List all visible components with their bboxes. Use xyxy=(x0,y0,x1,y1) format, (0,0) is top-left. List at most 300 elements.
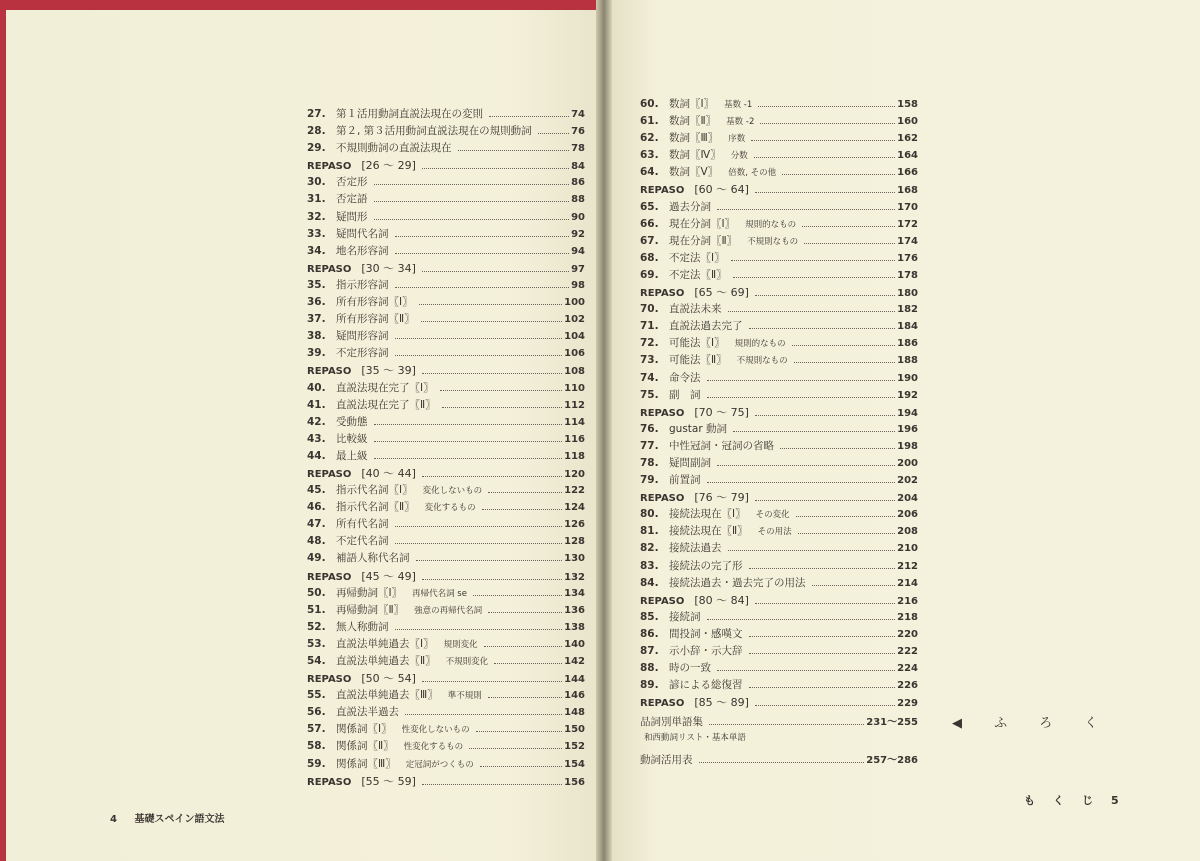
lesson-number: 38. xyxy=(307,330,326,343)
page-number: 162 xyxy=(897,133,918,145)
review-entry xyxy=(307,157,585,174)
toc-entry xyxy=(640,438,918,455)
lesson-number: 60. xyxy=(640,98,659,110)
page-number: 112 xyxy=(564,399,585,411)
leader-dots xyxy=(755,295,895,296)
toc-entry xyxy=(640,352,918,369)
page-number: 136 xyxy=(564,604,585,616)
leader-dots xyxy=(755,705,895,706)
lesson-subtitle: 不規則なもの xyxy=(747,236,799,247)
toc-entry xyxy=(307,636,585,653)
appendix-vocab xyxy=(640,714,918,747)
page-number: 94 xyxy=(571,245,585,257)
page-number: 158 xyxy=(897,99,918,110)
left-page xyxy=(6,10,596,861)
lesson-number: 66. xyxy=(640,217,659,230)
leader-dots xyxy=(395,287,570,288)
page-number: 212 xyxy=(897,560,918,572)
lesson-number: 84. xyxy=(640,576,659,589)
page-number: 110 xyxy=(564,382,585,394)
toc-entry xyxy=(307,448,585,465)
toc-entry xyxy=(307,243,585,260)
lesson-number: 81. xyxy=(640,525,659,538)
review-entry xyxy=(307,670,585,687)
appendix-title: 品詞別単語集 xyxy=(640,716,703,728)
leader-dots xyxy=(422,476,562,477)
lesson-title: 諺による総復習 xyxy=(669,679,743,692)
lesson-title: 直説法半過去 xyxy=(336,706,399,719)
lesson-title: 直説法現在完了〖Ⅰ〗 xyxy=(336,381,434,394)
lesson-subtitle: 変化しないもの xyxy=(422,486,483,497)
lesson-title: 接続法現在〖Ⅱ〗 xyxy=(669,525,748,538)
lesson-subtitle: 再帰代名詞 se xyxy=(412,588,467,599)
lesson-subtitle: 性変化するもの xyxy=(403,742,464,753)
leader-dots xyxy=(395,253,570,254)
lesson-subtitle: その用法 xyxy=(757,527,792,538)
lesson-subtitle: 規則的なもの xyxy=(734,339,786,350)
page-number: 186 xyxy=(897,338,918,350)
lesson-title: 不規則動詞の直説法現在 xyxy=(336,142,452,155)
page-number: 156 xyxy=(564,776,585,788)
page-number: 74 xyxy=(571,109,585,120)
page-number: 148 xyxy=(564,707,585,719)
toc-entry xyxy=(307,174,585,191)
review-label: REPASO xyxy=(640,407,685,419)
review-label: REPASO xyxy=(640,698,685,710)
page-number: 208 xyxy=(897,526,918,538)
footer-label: もくじ xyxy=(1024,794,1111,807)
lesson-number: 76. xyxy=(640,422,659,435)
lesson-title: 数詞〖Ⅲ〗 xyxy=(669,132,719,145)
lesson-title: 指示代名詞〖Ⅱ〗 xyxy=(336,501,415,514)
leader-dots xyxy=(484,646,563,647)
page-number: 5 xyxy=(1111,794,1137,807)
review-range: [50 ～ 54] xyxy=(361,672,416,686)
review-entry xyxy=(307,260,585,277)
toc-entry xyxy=(307,380,585,397)
toc-entry xyxy=(640,523,918,540)
lesson-title: 数詞〖Ⅱ〗 xyxy=(669,115,717,128)
toc-entry xyxy=(640,301,918,318)
page-number: 152 xyxy=(564,741,585,753)
leader-dots xyxy=(717,465,895,466)
lesson-number: 86. xyxy=(640,627,659,640)
leader-dots xyxy=(792,345,896,346)
page-number: 224 xyxy=(897,663,918,675)
review-entry xyxy=(640,284,918,301)
toc-entry xyxy=(307,277,585,294)
lesson-title: 否定語 xyxy=(336,193,368,206)
lesson-title: 直説法過去完了 xyxy=(669,320,743,333)
lesson-number: 77. xyxy=(640,439,659,452)
lesson-number: 54. xyxy=(307,655,326,667)
leader-dots xyxy=(374,201,570,202)
lesson-number: 36. xyxy=(307,296,326,309)
page-number: 166 xyxy=(897,167,918,179)
lesson-number: 74. xyxy=(640,371,659,384)
lesson-subtitle: 分数 xyxy=(730,151,748,162)
lesson-number: 80. xyxy=(640,508,659,521)
lesson-title: 不定形容詞 xyxy=(336,347,389,360)
toc-entry xyxy=(640,626,918,643)
toc-entry xyxy=(307,106,585,123)
review-label: REPASO xyxy=(307,468,352,480)
leader-dots xyxy=(473,595,562,596)
toc-entry xyxy=(640,677,918,694)
lesson-number: 39. xyxy=(307,347,326,360)
lesson-title: 関係詞〖Ⅰ〗 xyxy=(336,723,392,736)
leader-dots xyxy=(405,714,562,715)
leader-dots xyxy=(422,373,562,374)
page-number: 174 xyxy=(897,235,918,247)
page-number: 76 xyxy=(571,126,585,138)
leader-dots xyxy=(733,431,895,432)
review-entry xyxy=(640,404,918,421)
page-number: 168 xyxy=(897,185,918,197)
lesson-title: 地名形容詞 xyxy=(336,244,389,257)
lesson-number: 47. xyxy=(307,518,326,531)
lesson-title: 所有代名詞 xyxy=(336,518,389,531)
lesson-title: 接続法現在〖Ⅰ〗 xyxy=(669,508,746,521)
appendix-conjugation xyxy=(640,752,918,769)
lesson-subtitle: 基数 -1 xyxy=(724,100,753,110)
lesson-number: 28. xyxy=(307,125,326,138)
page-number: 196 xyxy=(897,423,918,435)
lesson-number: 70. xyxy=(640,303,659,316)
page-number: 114 xyxy=(564,416,585,428)
toc-entry xyxy=(307,397,585,414)
lesson-subtitle: 不規則変化 xyxy=(445,657,489,667)
leader-dots xyxy=(699,762,865,763)
lesson-title: 現在分詞〖Ⅱ〗 xyxy=(669,234,738,247)
lesson-title: 第２, 第３活用動詞直説法現在の規則動詞 xyxy=(336,125,532,138)
leader-dots xyxy=(374,184,570,185)
page-number: 134 xyxy=(564,587,585,599)
lesson-title: 命令法 xyxy=(669,371,701,384)
leader-dots xyxy=(749,328,896,329)
lesson-title: 否定形 xyxy=(336,176,368,189)
toc-list-left xyxy=(307,106,585,790)
lesson-number: 85. xyxy=(640,610,659,623)
review-entry xyxy=(640,489,918,506)
lesson-number: 34. xyxy=(307,244,326,257)
lesson-title: gustar 動詞 xyxy=(669,422,727,435)
toc-entry xyxy=(640,387,918,404)
toc-entry xyxy=(307,653,585,670)
review-range: [40 ～ 44] xyxy=(361,466,416,480)
leader-dots xyxy=(812,585,896,586)
lesson-number: 73. xyxy=(640,354,659,367)
leader-dots xyxy=(422,168,569,169)
leader-dots xyxy=(374,424,563,425)
lesson-number: 51. xyxy=(307,603,326,616)
leader-dots xyxy=(751,140,895,141)
page-number: 98 xyxy=(571,279,585,291)
leader-dots xyxy=(538,133,569,134)
review-range: [35 ～ 39] xyxy=(361,364,416,378)
lesson-number: 64. xyxy=(640,166,659,179)
toc-entry xyxy=(307,602,585,619)
toc-entry xyxy=(640,660,918,677)
lesson-title: 時の一致 xyxy=(669,662,711,675)
leader-dots xyxy=(482,509,562,510)
review-label: REPASO xyxy=(307,366,352,378)
toc-entry xyxy=(307,585,585,602)
lesson-number: 62. xyxy=(640,132,659,145)
leader-dots xyxy=(489,116,569,117)
left-footer xyxy=(110,810,238,825)
lesson-title: 第１活用動詞直説法現在の変則 xyxy=(336,108,483,120)
leader-dots xyxy=(782,174,895,175)
lesson-title: 疑問形容詞 xyxy=(336,330,389,343)
appendix-subtitle: 和西動詞リスト・基本単語 xyxy=(644,733,746,744)
lesson-title: 過去分詞 xyxy=(669,200,711,213)
leader-dots xyxy=(749,687,896,688)
leader-dots xyxy=(755,603,895,604)
leader-dots xyxy=(416,560,563,561)
leader-dots xyxy=(728,311,896,312)
right-footer xyxy=(1024,792,1137,808)
page-number: 138 xyxy=(564,621,585,633)
lesson-number: 75. xyxy=(640,388,659,401)
leader-dots xyxy=(494,663,562,664)
leader-dots xyxy=(709,724,864,725)
leader-dots xyxy=(395,526,563,527)
toc-entry xyxy=(307,721,585,738)
leader-dots xyxy=(804,243,895,244)
page-number: 184 xyxy=(897,321,918,333)
leader-dots xyxy=(488,492,562,493)
leader-dots xyxy=(476,731,563,732)
lesson-title: 補語人称代名詞 xyxy=(336,552,410,565)
lesson-title: 直説法未来 xyxy=(669,303,722,316)
page-number: 86 xyxy=(571,177,585,189)
toc-entry xyxy=(307,328,585,345)
leader-dots xyxy=(733,277,895,278)
review-range: [80 ～ 84] xyxy=(694,593,749,607)
lesson-number: 27. xyxy=(307,108,326,120)
leader-dots xyxy=(731,260,896,261)
lesson-number: 45. xyxy=(307,484,326,497)
page-number: 190 xyxy=(897,372,918,384)
page-number: 164 xyxy=(897,150,918,162)
lesson-title: 中性冠詞・冠詞の省略 xyxy=(669,439,774,452)
appendix-page: 231～255 xyxy=(866,717,918,728)
review-label: REPASO xyxy=(307,161,352,173)
review-label: REPASO xyxy=(640,185,685,197)
leader-dots xyxy=(755,500,895,501)
lesson-title: 前置詞 xyxy=(669,474,701,487)
toc-entry xyxy=(307,619,585,636)
lesson-subtitle: 序数 xyxy=(728,134,746,145)
toc-entry xyxy=(307,756,585,773)
review-label: REPASO xyxy=(640,288,685,300)
review-range: [55 ～ 59] xyxy=(361,774,416,788)
lesson-number: 68. xyxy=(640,251,659,264)
lesson-subtitle: 規則的なもの xyxy=(745,219,797,230)
leader-dots xyxy=(717,209,895,210)
toc-entry xyxy=(307,209,585,226)
lesson-number: 31. xyxy=(307,193,326,206)
toc-entry xyxy=(307,226,585,243)
appendix-title: 動詞活用表 xyxy=(640,754,693,766)
toc-entry xyxy=(640,335,918,352)
lesson-number: 48. xyxy=(307,535,326,548)
lesson-number: 63. xyxy=(640,149,659,162)
lesson-title: 所有形容詞〖Ⅱ〗 xyxy=(336,313,415,326)
review-range: [45 ～ 49] xyxy=(361,569,416,583)
toc-entry xyxy=(307,345,585,362)
page-number: 132 xyxy=(564,571,585,583)
lesson-number: 78. xyxy=(640,456,659,469)
lesson-subtitle: その変化 xyxy=(755,510,790,521)
lesson-number: 46. xyxy=(307,501,326,514)
lesson-subtitle: 規則変化 xyxy=(443,639,478,650)
lesson-number: 56. xyxy=(307,706,326,719)
page-number: 118 xyxy=(564,450,585,462)
lesson-subtitle: 不規則なもの xyxy=(736,356,788,367)
lesson-number: 30. xyxy=(307,176,326,189)
review-range: [30 ～ 34] xyxy=(361,261,416,275)
review-entry xyxy=(307,362,585,379)
page-number: 214 xyxy=(897,577,918,589)
lesson-number: 69. xyxy=(640,268,659,281)
lesson-title: 疑問代名詞 xyxy=(336,227,389,240)
lesson-title: 無人称動詞 xyxy=(336,620,389,633)
review-entry xyxy=(640,592,918,609)
page-number: 182 xyxy=(897,304,918,316)
lesson-number: 41. xyxy=(307,398,326,411)
lesson-title: 副 詞 xyxy=(669,388,701,401)
lesson-title: 接続法過去 xyxy=(669,542,722,555)
leader-dots xyxy=(780,448,895,449)
leader-dots xyxy=(422,271,569,272)
leader-dots xyxy=(422,681,562,682)
review-entry xyxy=(307,568,585,585)
toc-entry xyxy=(640,250,918,267)
toc-entry xyxy=(307,533,585,550)
leader-dots xyxy=(422,784,562,785)
lesson-title: 接続詞 xyxy=(669,610,701,623)
page-number: 220 xyxy=(897,628,918,640)
lesson-subtitle: 定冠詞がつくもの xyxy=(405,759,474,770)
page-number: 116 xyxy=(564,433,585,445)
leader-dots xyxy=(488,697,562,698)
page-number: 144 xyxy=(564,674,585,686)
review-label: REPASO xyxy=(640,493,685,505)
lesson-title: 指示代名詞〖Ⅰ〗 xyxy=(336,484,413,497)
page-number: 108 xyxy=(564,366,585,378)
lesson-title: 不定代名詞 xyxy=(336,535,389,548)
lesson-title: 指示形容詞 xyxy=(336,278,389,291)
toc-entry xyxy=(640,370,918,387)
page-number: 102 xyxy=(564,314,585,326)
toc-entry xyxy=(640,147,918,164)
lesson-number: 40. xyxy=(307,381,326,394)
toc-entry xyxy=(307,516,585,533)
lesson-number: 88. xyxy=(640,662,659,675)
review-label: REPASO xyxy=(307,263,352,275)
leader-dots xyxy=(395,236,570,237)
lesson-subtitle: 基数 -2 xyxy=(726,117,755,128)
toc-entry xyxy=(307,687,585,704)
lesson-title: 可能法〖Ⅱ〗 xyxy=(669,354,727,367)
review-entry xyxy=(307,773,585,790)
page-number: 216 xyxy=(897,595,918,607)
leader-dots xyxy=(440,390,563,391)
review-label: REPASO xyxy=(640,595,685,607)
review-range: [85 ～ 89] xyxy=(694,696,749,710)
lesson-subtitle: 性変化しないもの xyxy=(401,725,470,736)
toc-entry xyxy=(307,431,585,448)
leader-dots xyxy=(755,415,895,416)
page-number: 128 xyxy=(564,536,585,548)
lesson-title: 数詞〖Ⅰ〗 xyxy=(669,98,715,110)
lesson-number: 37. xyxy=(307,313,326,326)
lesson-number: 53. xyxy=(307,637,326,650)
page-number: 202 xyxy=(897,475,918,487)
lesson-title: 疑問形 xyxy=(336,210,368,223)
toc-entry xyxy=(640,643,918,660)
leader-dots xyxy=(707,397,896,398)
lesson-number: 61. xyxy=(640,115,659,128)
toc-entry xyxy=(307,123,585,140)
page-number: 106 xyxy=(564,348,585,360)
lesson-number: 67. xyxy=(640,234,659,247)
page-number: 178 xyxy=(897,269,918,281)
lesson-number: 49. xyxy=(307,552,326,565)
lesson-number: 71. xyxy=(640,320,659,333)
lesson-title: 現在分詞〖Ⅰ〗 xyxy=(669,217,736,230)
lesson-number: 58. xyxy=(307,740,326,753)
review-range: [76 ～ 79] xyxy=(694,491,749,505)
lesson-number: 32. xyxy=(307,210,326,223)
appendix-page: 257～286 xyxy=(866,755,918,766)
lesson-number: 89. xyxy=(640,679,659,692)
toc-entry xyxy=(640,318,918,335)
toc-entry xyxy=(307,140,585,157)
lesson-number: 83. xyxy=(640,559,659,572)
appendix-label: ◀ ふ ろ く xyxy=(952,716,1112,731)
lesson-number: 72. xyxy=(640,337,659,350)
page-number: 192 xyxy=(897,389,918,401)
lesson-title: 関係詞〖Ⅲ〗 xyxy=(336,757,396,770)
lesson-title: 関係詞〖Ⅱ〗 xyxy=(336,740,394,753)
page-number: 222 xyxy=(897,646,918,657)
lesson-title: 数詞〖Ⅴ〗 xyxy=(669,166,719,179)
toc-entry xyxy=(640,575,918,592)
lesson-subtitle: 変化するもの xyxy=(424,503,476,514)
review-range: [26 ～ 29] xyxy=(361,159,416,173)
lesson-title: 最上級 xyxy=(336,449,368,462)
page-number: 126 xyxy=(564,519,585,531)
toc-list-right xyxy=(640,96,918,711)
page-number: 88 xyxy=(571,194,585,206)
leader-dots xyxy=(758,106,895,107)
toc-entry xyxy=(640,267,918,284)
leader-dots xyxy=(754,157,895,158)
page-number: 90 xyxy=(571,211,585,223)
page-number: 154 xyxy=(564,758,585,770)
toc-entry xyxy=(307,414,585,431)
leader-dots xyxy=(458,150,570,151)
lesson-subtitle: 倍数, その他 xyxy=(728,168,777,179)
page-number: 4 xyxy=(110,814,117,825)
leader-dots xyxy=(749,636,896,637)
toc-entry xyxy=(307,704,585,721)
page-number: 160 xyxy=(897,116,918,128)
lesson-number: 59. xyxy=(307,757,326,770)
